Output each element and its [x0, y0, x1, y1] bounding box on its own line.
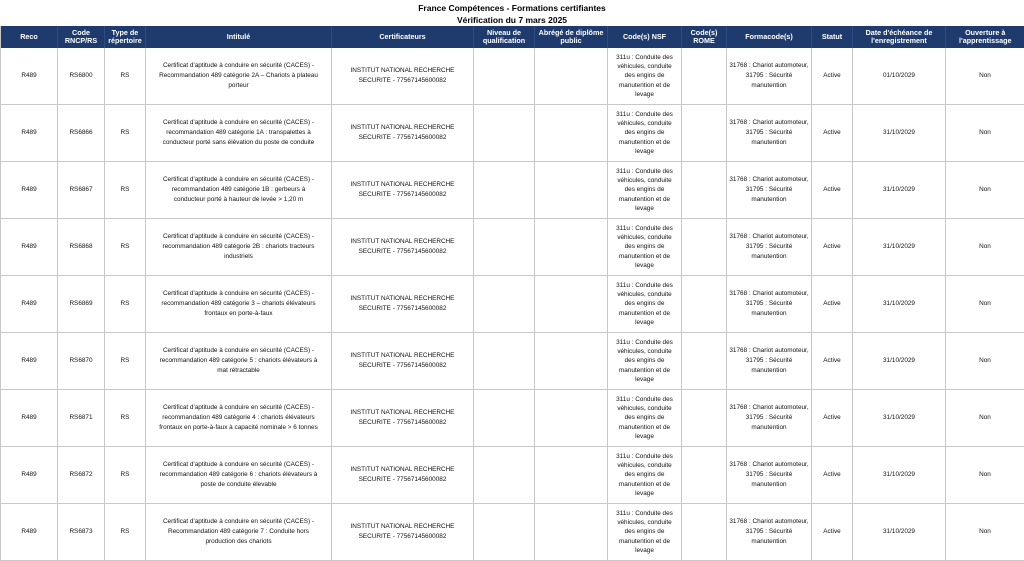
cell-reco: R489 [1, 447, 58, 504]
table-row [1, 219, 1024, 276]
cell-intitule: Certificat d'aptitude à conduire en sécurité (CACES) - recommandation 489 catégorie 2B : chariots tracteurs industriels [146, 219, 332, 276]
cell-formacode: 31768 : Chariot automoteur, 31795 : Sécurité manutention [727, 504, 812, 561]
cell-formacode: 31768 : Chariot automoteur, 31795 : Sécurité manutention [727, 48, 812, 105]
cell-type: RS [105, 504, 146, 561]
cell-certificateurs: INSTITUT NATIONAL RECHERCHE SECURITE - 77567145600082 [332, 333, 474, 390]
cell-intitule: Certificat d'aptitude à conduire en sécurité (CACES) - Recommandation 489 catégorie 2A – Chariots à plateau porteur [146, 48, 332, 105]
cell-reco: R489 [1, 276, 58, 333]
cell-type: RS [105, 48, 146, 105]
cell-rome [682, 162, 727, 219]
cell-abrege [535, 276, 608, 333]
cell-formacode: 31768 : Chariot automoteur, 31795 : Sécurité manutention [727, 333, 812, 390]
cell-statut: Active [812, 447, 853, 504]
header-codes-nsf: Code(s) NSF [608, 26, 682, 48]
cell-niveau [474, 162, 535, 219]
header-certificateurs: Certificateurs [332, 26, 474, 48]
cell-formacode: 31768 : Chariot automoteur, 31795 : Sécurité manutention [727, 447, 812, 504]
cell-apprentissage: Non [946, 390, 1024, 447]
cell-type: RS [105, 447, 146, 504]
cell-formacode: 31768 : Chariot automoteur, 31795 : Sécurité manutention [727, 162, 812, 219]
cell-apprentissage: Non [946, 333, 1024, 390]
cell-abrege [535, 333, 608, 390]
cell-rome [682, 390, 727, 447]
cell-code: RS6871 [58, 390, 105, 447]
cell-echeance: 31/10/2029 [853, 447, 946, 504]
cell-reco: R489 [1, 105, 58, 162]
title-line-2: Vérification du 7 mars 2025 [0, 14, 1024, 26]
cell-intitule: Certificat d'aptitude à conduire en sécurité (CACES) - recommandation 489 catégorie 1A : transpalettes à conducteur porté sans élévation du poste de conduite [146, 105, 332, 162]
cell-certificateurs: INSTITUT NATIONAL RECHERCHE SECURITE - 77567145600082 [332, 105, 474, 162]
cell-abrege [535, 504, 608, 561]
cell-formacode: 31768 : Chariot automoteur, 31795 : Sécurité manutention [727, 105, 812, 162]
cell-code: RS6870 [58, 333, 105, 390]
cell-abrege [535, 390, 608, 447]
cell-certificateurs: INSTITUT NATIONAL RECHERCHE SECURITE - 77567145600082 [332, 390, 474, 447]
cell-statut: Active [812, 504, 853, 561]
cell-apprentissage: Non [946, 219, 1024, 276]
cell-statut: Active [812, 162, 853, 219]
cell-nsf: 311u : Conduite des véhicules, conduite des engins de manutention et de levage [608, 333, 682, 390]
cell-niveau [474, 105, 535, 162]
cell-type: RS [105, 276, 146, 333]
cell-nsf: 311u : Conduite des véhicules, conduite des engins de manutention et de levage [608, 276, 682, 333]
cell-statut: Active [812, 390, 853, 447]
cell-echeance: 31/10/2029 [853, 162, 946, 219]
header-niveau-qualification: Niveau de qualification [474, 26, 535, 48]
cell-apprentissage: Non [946, 105, 1024, 162]
cell-certificateurs: INSTITUT NATIONAL RECHERCHE SECURITE - 77567145600082 [332, 162, 474, 219]
cell-statut: Active [812, 48, 853, 105]
cell-type: RS [105, 219, 146, 276]
cell-intitule: Certificat d'aptitude à conduire en sécurité (CACES) - recommandation 489 catégorie 1B : gerbeurs à conducteur porté à hauteur de levée > 1,20 m [146, 162, 332, 219]
cell-abrege [535, 219, 608, 276]
cell-rome [682, 447, 727, 504]
cell-nsf: 311u : Conduite des véhicules, conduite des engins de manutention et de levage [608, 219, 682, 276]
cell-certificateurs: INSTITUT NATIONAL RECHERCHE SECURITE - 77567145600082 [332, 219, 474, 276]
cell-certificateurs: INSTITUT NATIONAL RECHERCHE SECURITE - 77567145600082 [332, 447, 474, 504]
cell-code: RS6868 [58, 219, 105, 276]
table-row [1, 48, 1024, 105]
cell-type: RS [105, 333, 146, 390]
cell-code: RS6873 [58, 504, 105, 561]
cell-code: RS6866 [58, 105, 105, 162]
cell-reco: R489 [1, 219, 58, 276]
cell-echeance: 31/10/2029 [853, 276, 946, 333]
cell-statut: Active [812, 105, 853, 162]
cell-apprentissage: Non [946, 276, 1024, 333]
cell-reco: R489 [1, 333, 58, 390]
cell-apprentissage: Non [946, 447, 1024, 504]
cell-echeance: 31/10/2029 [853, 333, 946, 390]
cell-rome [682, 276, 727, 333]
cell-echeance: 31/10/2029 [853, 504, 946, 561]
cell-reco: R489 [1, 390, 58, 447]
title-line-1: France Compétences - Formations certifiantes [0, 0, 1024, 14]
table-row [1, 162, 1024, 219]
cell-formacode: 31768 : Chariot automoteur, 31795 : Sécurité manutention [727, 219, 812, 276]
header-intitule: Intitulé [146, 26, 332, 48]
cell-formacode: 31768 : Chariot automoteur, 31795 : Sécurité manutention [727, 390, 812, 447]
cell-niveau [474, 333, 535, 390]
cell-statut: Active [812, 219, 853, 276]
cell-echeance: 31/10/2029 [853, 390, 946, 447]
cell-certificateurs: INSTITUT NATIONAL RECHERCHE SECURITE - 77567145600082 [332, 504, 474, 561]
cell-statut: Active [812, 276, 853, 333]
table-row [1, 447, 1024, 504]
cell-rome [682, 48, 727, 105]
header-type-repertoire: Type de répertoire [105, 26, 146, 48]
cell-certificateurs: INSTITUT NATIONAL RECHERCHE SECURITE - 77567145600082 [332, 48, 474, 105]
cell-rome [682, 105, 727, 162]
cell-intitule: Certificat d'aptitude à conduire en sécurité (CACES) - recommandation 489 catégorie 5 : chariots élévateurs à mat rétractable [146, 333, 332, 390]
header-row [1, 26, 1024, 48]
cell-echeance: 31/10/2029 [853, 105, 946, 162]
header-formacodes: Formacode(s) [727, 26, 812, 48]
cell-nsf: 311u : Conduite des véhicules, conduite des engins de manutention et de levage [608, 390, 682, 447]
cell-abrege [535, 447, 608, 504]
cell-formacode: 31768 : Chariot automoteur, 31795 : Sécurité manutention [727, 276, 812, 333]
cell-code: RS6800 [58, 48, 105, 105]
header-codes-rome: Code(s) ROME [682, 26, 727, 48]
cell-apprentissage: Non [946, 504, 1024, 561]
cell-type: RS [105, 390, 146, 447]
cell-rome [682, 333, 727, 390]
table-row [1, 390, 1024, 447]
header-abrege-diplome: Abrégé de diplôme public [535, 26, 608, 48]
cell-code: RS6872 [58, 447, 105, 504]
cell-echeance: 31/10/2029 [853, 219, 946, 276]
certifications-table [0, 26, 1024, 561]
cell-rome [682, 504, 727, 561]
document-title [0, 0, 1024, 26]
header-date-echeance: Date d'échéance de l'enregistrement [853, 26, 946, 48]
cell-nsf: 311u : Conduite des véhicules, conduite des engins de manutention et de levage [608, 162, 682, 219]
table-row [1, 276, 1024, 333]
cell-statut: Active [812, 333, 853, 390]
cell-niveau [474, 276, 535, 333]
cell-abrege [535, 48, 608, 105]
header-statut: Statut [812, 26, 853, 48]
cell-apprentissage: Non [946, 48, 1024, 105]
cell-abrege [535, 105, 608, 162]
cell-niveau [474, 390, 535, 447]
cell-nsf: 311u : Conduite des véhicules, conduite des engins de manutention et de levage [608, 504, 682, 561]
cell-reco: R489 [1, 162, 58, 219]
cell-intitule: Certificat d'aptitude à conduire en sécurité (CACES) - recommandation 489 catégorie 4 : chariots élévateurs frontaux en porte-à-faux à capacité nominale > 6 tonnes [146, 390, 332, 447]
cell-nsf: 311u : Conduite des véhicules, conduite des engins de manutention et de levage [608, 105, 682, 162]
cell-code: RS6867 [58, 162, 105, 219]
cell-intitule: Certificat d'aptitude à conduire en sécurité (CACES) - Recommandation 489 catégorie 7 : Conduite hors production des chariots [146, 504, 332, 561]
cell-niveau [474, 48, 535, 105]
cell-code: RS6869 [58, 276, 105, 333]
cell-niveau [474, 504, 535, 561]
table-row [1, 105, 1024, 162]
cell-intitule: Certificat d'aptitude à conduire en sécurité (CACES) - recommandation 489 catégorie 3 – chariots élévateurs frontaux en porte-à-faux [146, 276, 332, 333]
cell-reco: R489 [1, 48, 58, 105]
cell-intitule: Certificat d'aptitude à conduire en sécurité (CACES) - recommandation 489 catégorie 6 : chariots élévateurs à poste de conduite élevable [146, 447, 332, 504]
cell-rome [682, 219, 727, 276]
cell-certificateurs: INSTITUT NATIONAL RECHERCHE SECURITE - 77567145600082 [332, 276, 474, 333]
header-reco: Reco [1, 26, 58, 48]
table-row [1, 504, 1024, 561]
cell-niveau [474, 219, 535, 276]
cell-type: RS [105, 162, 146, 219]
header-ouverture-apprentissage: Ouverture à l'apprentissage [946, 26, 1024, 48]
cell-type: RS [105, 105, 146, 162]
cell-reco: R489 [1, 504, 58, 561]
cell-apprentissage: Non [946, 162, 1024, 219]
cell-echeance: 01/10/2029 [853, 48, 946, 105]
cell-nsf: 311u : Conduite des véhicules, conduite des engins de manutention et de levage [608, 48, 682, 105]
table-row [1, 333, 1024, 390]
header-code-rncp-rs: Code RNCP/RS [58, 26, 105, 48]
cell-nsf: 311u : Conduite des véhicules, conduite des engins de manutention et de levage [608, 447, 682, 504]
cell-niveau [474, 447, 535, 504]
cell-abrege [535, 162, 608, 219]
